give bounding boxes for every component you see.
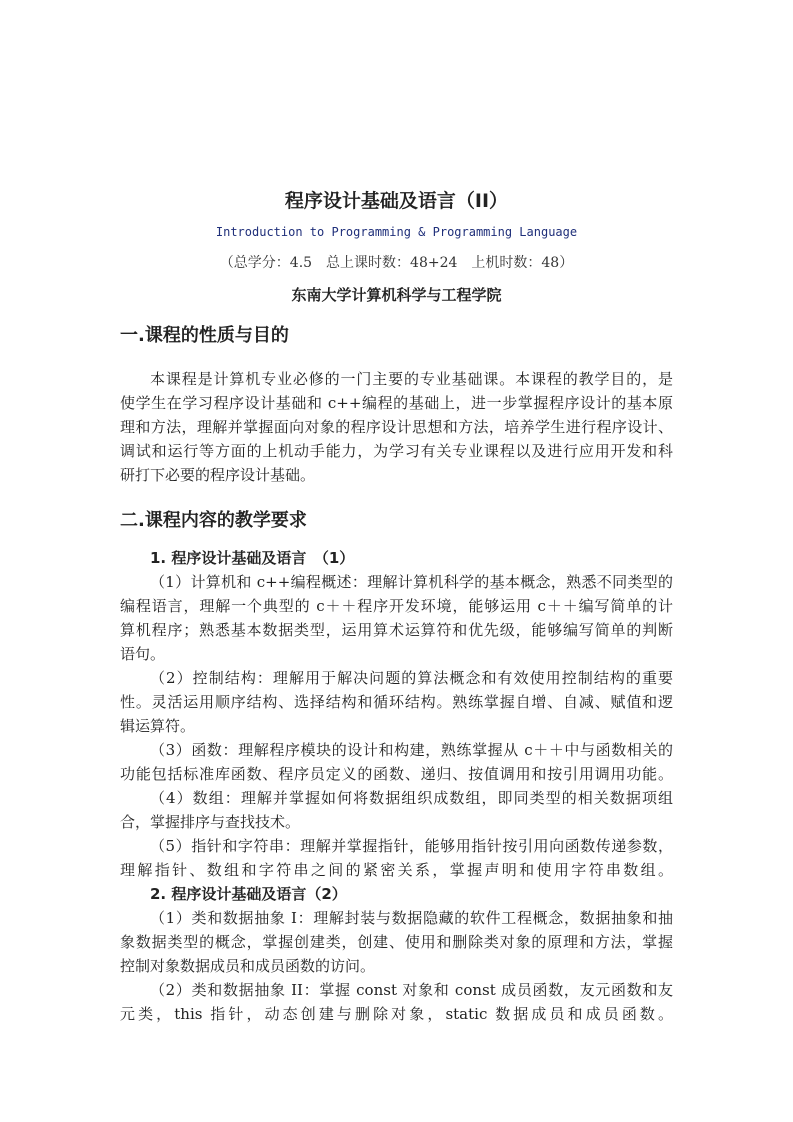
- section-heading-purpose: 一.课程的性质与目的: [120, 325, 289, 346]
- text-line: 合，掌握排序与查找技术。: [120, 813, 301, 831]
- course-credits: （总学分：4.5 总上课时数：48+24 上机时数：48）: [219, 255, 574, 271]
- text-line: （2）控制结构：理解用于解决问题的算法概念和有效使用控制结构的重要: [150, 669, 673, 687]
- text-line: 编程语言，理解一个典型的 c＋＋程序开发环境，能够运用 c＋＋编写简单的计: [120, 597, 673, 615]
- school-name: 东南大学计算机科学与工程学院: [291, 286, 502, 304]
- document-subtitle: Introduction to Programming & Programming Language: [215, 225, 578, 239]
- text-line: 研打下必要的程序设计基础。: [120, 466, 316, 484]
- subsection-heading: 2. 程序设计基础及语言（2）: [150, 885, 347, 903]
- text-line: 理解指针、数组和字符串之间的紧密关系，掌握声明和使用字符串数组。: [120, 861, 673, 879]
- text-line: （1）计算机和 c++编程概述：理解计算机科学的基本概念，熟悉不同类型的: [150, 573, 673, 591]
- text-line: （5）指针和字符串：理解并掌握指针，能够用指针按引用向函数传递参数，: [150, 837, 673, 855]
- section-requirements-body: [120, 546, 673, 1026]
- text-line: （4）数组：理解并掌握如何将数据组织成数组，即同类型的相关数据项组: [150, 789, 673, 807]
- document-title: 程序设计基础及语言（II）: [284, 190, 509, 212]
- section-purpose-body: [120, 367, 673, 487]
- text-line: 控制对象数据成员和成员函数的访问。: [120, 957, 376, 975]
- text-line: 功能包括标准库函数、程序员定义的函数、递归、按值调用和按引用调用功能。: [120, 765, 673, 783]
- text-line: 象数据类型的概念，掌握创建类，创建、使用和删除类对象的原理和方法，掌握: [120, 933, 673, 951]
- text-line: 性。灵活运用顺序结构、选择结构和循环结构。熟练掌握自增、自减、赋值和逻: [120, 693, 673, 711]
- text-line: 理和方法，理解并掌握面向对象的程序设计思想和方法，培养学生进行程序设计、: [120, 418, 673, 436]
- text-line: （3）函数：理解程序模块的设计和构建，熟练掌握从 c＋＋中与函数相关的: [150, 741, 673, 759]
- subsection-heading: 1. 程序设计基础及语言 （1）: [150, 549, 355, 567]
- text-line: 本课程是计算机专业必修的一门主要的专业基础课。本课程的教学目的，是: [150, 370, 673, 388]
- text-line: 语句。: [120, 645, 166, 663]
- text-line: （2）类和数据抽象 II：掌握 const 对象和 const 成员函数，友元函数和友: [150, 981, 673, 999]
- text-line: 使学生在学习程序设计基础和 c++编程的基础上，进一步掌握程序设计的基本原: [120, 394, 673, 412]
- text-line: 调试和运行等方面的上机动手能力，为学习有关专业课程以及进行应用开发和科: [120, 442, 673, 460]
- text-line: （1）类和数据抽象 I：理解封装与数据隐藏的软件工程概念，数据抽象和抽: [150, 909, 673, 927]
- text-line: 元类，this 指针，动态创建与删除对象，static 数据成员和成员函数。: [120, 1005, 673, 1023]
- text-line: 辑运算符。: [120, 717, 196, 735]
- text-line: 算机程序；熟悉基本数据类型，运用算术运算符和优先级，能够编写简单的判断: [120, 621, 673, 639]
- section-heading-requirements: 二.课程内容的教学要求: [120, 510, 307, 531]
